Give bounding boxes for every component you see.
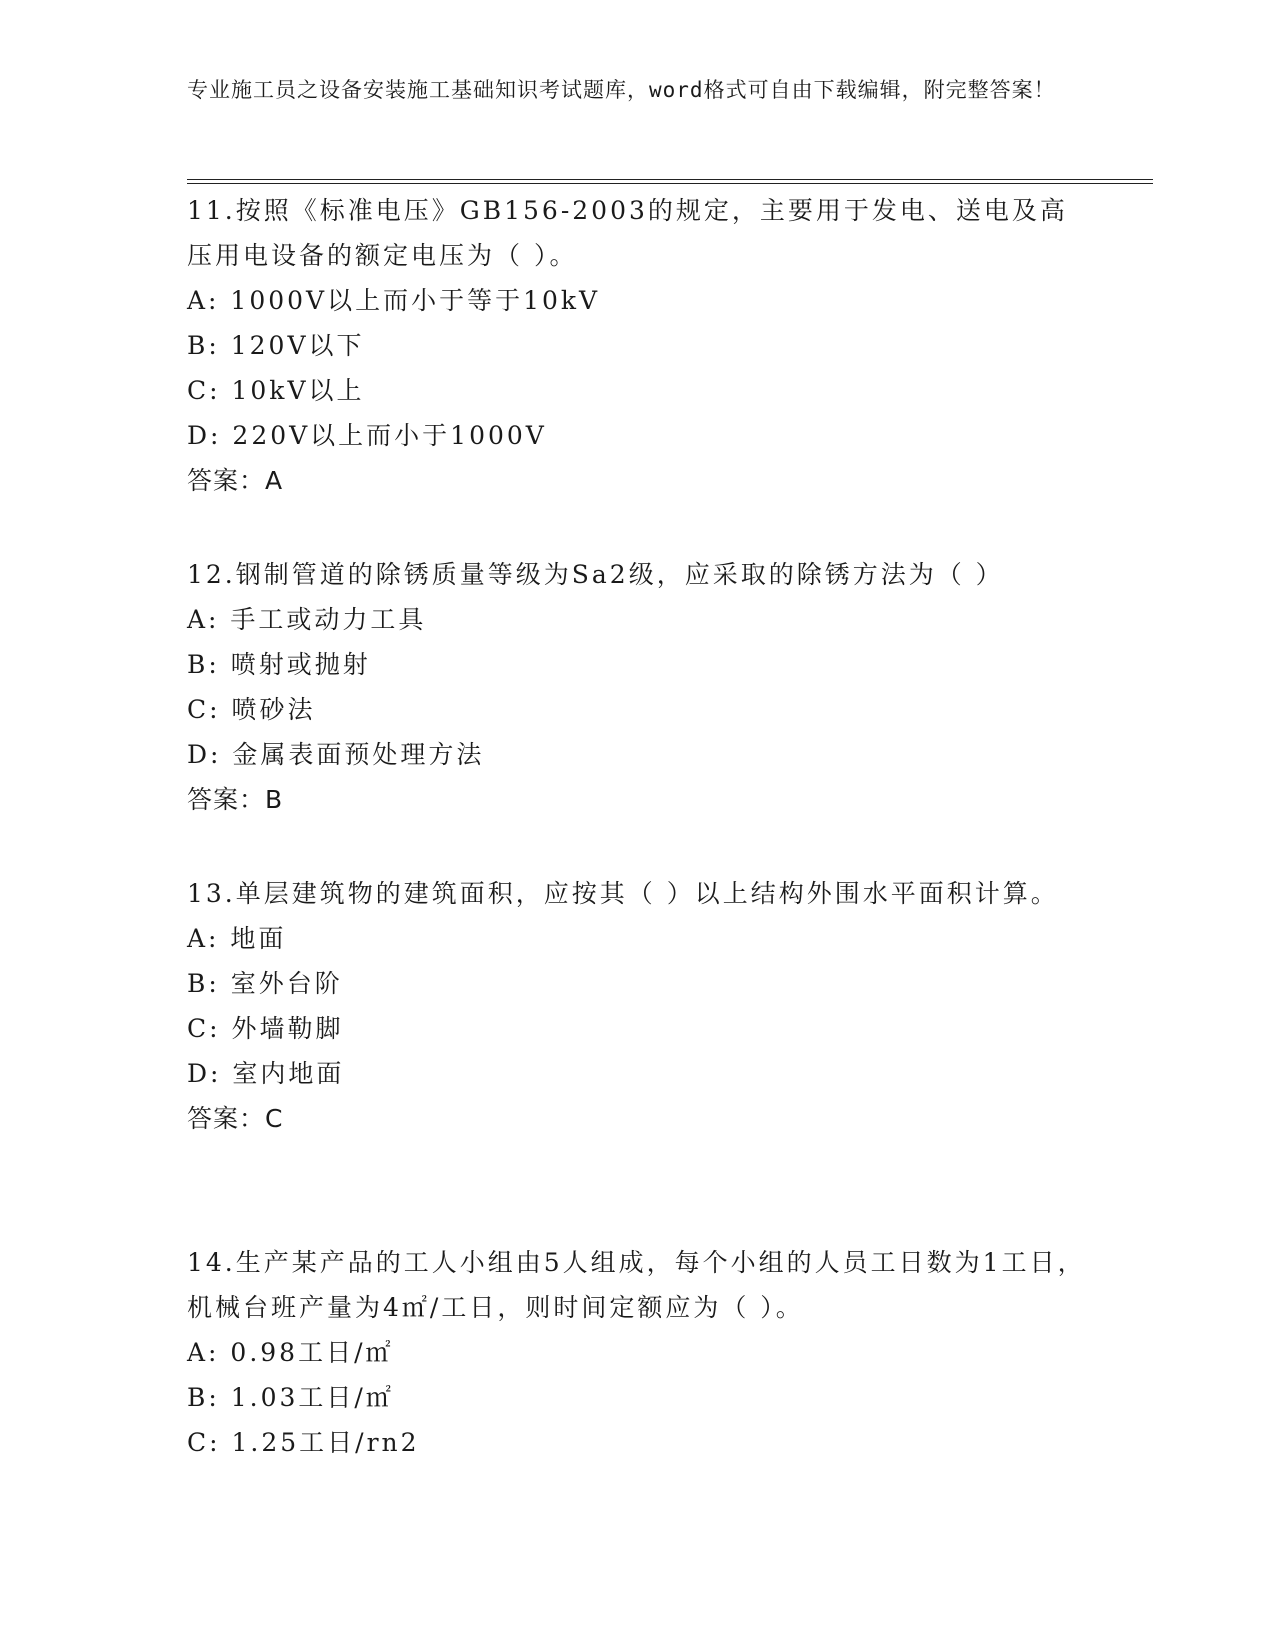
option-a: A: 手工或动力工具: [187, 605, 427, 634]
option-c: C: 1.25工日/rn2: [187, 1428, 420, 1457]
question-11: [187, 188, 1087, 503]
answer: 答案：B: [187, 785, 284, 814]
option-b: B: 1.03工日/㎡: [187, 1383, 394, 1412]
question-stem: 14.生产某产品的工人小组由5人组成，每个小组的人员工日数为1工日，机械台班产量为4㎡/工日，则时间定额应为（ ）。: [187, 1248, 1086, 1322]
option-b: B: 120V以下: [187, 331, 365, 360]
document-header: 专业施工员之设备安装施工基础知识考试题库，word格式可自由下载编辑，附完整答案！: [187, 78, 1056, 102]
header-divider-top: [187, 179, 1153, 180]
answer: 答案：A: [187, 466, 284, 495]
option-a: A: 1000V以上而小于等于10kV: [187, 286, 601, 315]
header-divider-bottom: [187, 183, 1153, 184]
question-stem: 13.单层建筑物的建筑面积，应按其（ ）以上结构外围水平面积计算。: [187, 879, 1059, 908]
question-14: [187, 1240, 1087, 1465]
question-stem: 12.钢制管道的除锈质量等级为Sa2级，应采取的除锈方法为（ ）: [187, 560, 1004, 589]
question-stem: 11.按照《标准电压》GB156-2003的规定，主要用于发电、送电及高压用电设备的额定电压为（ ）。: [187, 196, 1068, 270]
option-b: B: 室外台阶: [187, 969, 343, 998]
option-a: A: 0.98工日/㎡: [187, 1338, 394, 1367]
option-c: C: 外墙勒脚: [187, 1014, 344, 1043]
answer: 答案：C: [187, 1104, 284, 1133]
question-12: [187, 552, 1087, 822]
option-c: C: 10kV以上: [187, 376, 365, 405]
option-d: D: 金属表面预处理方法: [187, 740, 485, 769]
question-13: [187, 871, 1087, 1141]
option-a: A: 地面: [187, 924, 287, 953]
option-d: D: 室内地面: [187, 1059, 345, 1088]
option-b: B: 喷射或抛射: [187, 650, 371, 679]
option-d: D: 220V以上而小于1000V: [187, 421, 547, 450]
option-c: C: 喷砂法: [187, 695, 316, 724]
